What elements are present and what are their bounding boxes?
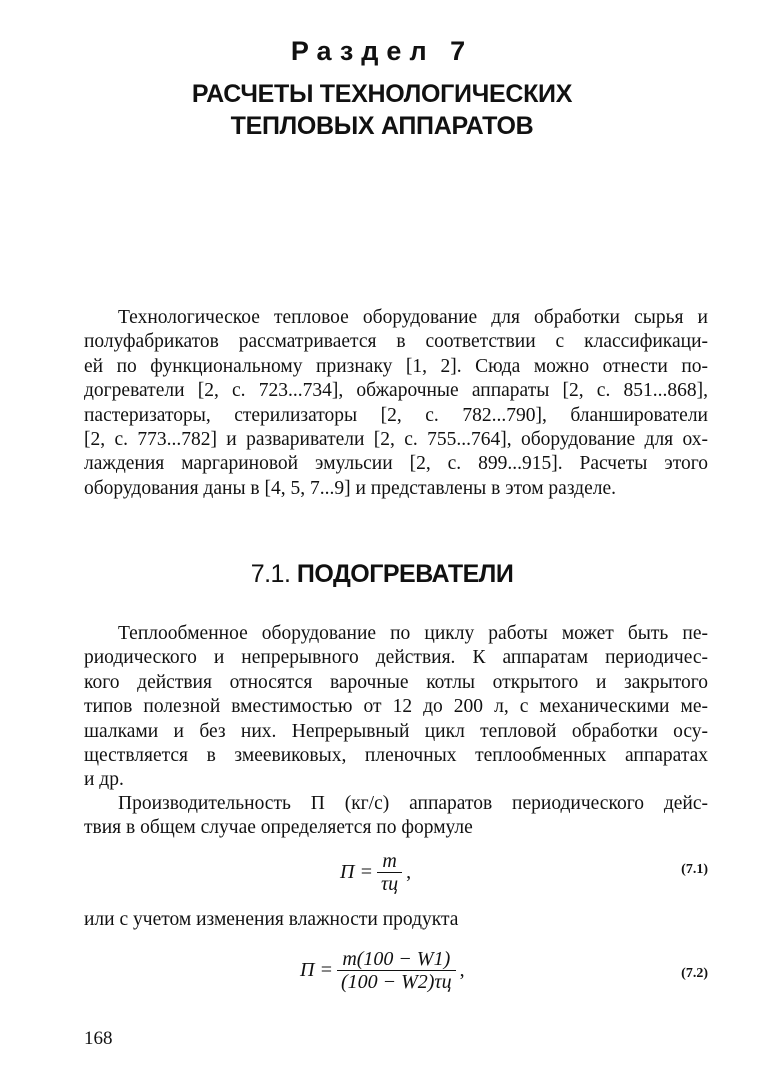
equation-number: (7.2) [681, 966, 708, 981]
section-label: Раздел 7 [290, 36, 474, 66]
text-line: ществляется в змеевиковых, пленочных теплообменных аппаратах [84, 745, 708, 767]
text-line: кого действия относятся варочные котлы открытого и закрытого [84, 671, 708, 693]
paragraph-humidity [84, 908, 708, 932]
formula-lhs: П = [340, 861, 373, 883]
subsection-heading [0, 560, 764, 589]
fraction-denominator: τц [380, 873, 399, 895]
text-line: и др. [84, 769, 124, 791]
text-line: твия в общем случае определяется по формуле [84, 817, 473, 839]
text-line: Теплообменное оборудование по циклу работы может быть пе- [118, 623, 708, 644]
formula-7-1 [340, 850, 411, 895]
formula-comma: , [459, 959, 465, 981]
formula-comma: , [406, 861, 412, 883]
section-title-line-2: ТЕПЛОВЫХ АППАРАТОВ [230, 112, 534, 140]
text-line: Технологическое тепловое оборудование для обработки сырья и [118, 307, 708, 328]
fraction-denominator: (100 − W2)τц [340, 971, 452, 993]
intro-paragraph [84, 306, 708, 501]
paragraph-equipment [84, 622, 708, 793]
section-title [0, 78, 764, 142]
formula-7-2 [300, 948, 465, 993]
section-title-line-1: РАСЧЕТЫ ТЕХНОЛОГИЧЕСКИХ [191, 80, 573, 108]
text-line: ей по функциональному признаку [1, 2]. Сюда можно отнести по- [84, 355, 708, 377]
subsection-number: 7.1. [250, 560, 291, 588]
text-line: или с учетом изменения влажности продукта [84, 909, 459, 930]
text-line: Производительность П (кг/с) аппаратов периодического дейс- [118, 793, 708, 814]
text-line: типов полезной вместимостью от 12 до 200 л, с механическими ме- [84, 696, 708, 718]
text-line: шалками и без них. Непрерывный цикл тепловой обработки осу- [84, 720, 708, 742]
text-line: риодического и непрерывного действия. К аппаратам периодичес- [84, 647, 708, 669]
text-line: пастеризаторы, стерилизаторы [2, с. 782...790], бланширователи [84, 404, 708, 426]
text-line: полуфабрикатов рассматривается в соответствии с классификаци- [84, 331, 708, 353]
formula-fraction [337, 948, 456, 993]
text-line: оборудования даны в [4, 5, 7...9] и представлены в этом разделе. [84, 477, 617, 499]
paragraph-productivity [84, 792, 708, 841]
formula-fraction [377, 850, 402, 895]
text-line: догреватели [2, с. 723...734], обжарочные аппараты [2, с. 851...868], [84, 380, 708, 402]
equation-number: (7.1) [681, 862, 708, 877]
fraction-numerator: m [382, 850, 397, 872]
subsection-title: ПОДОГРЕВАТЕЛИ [296, 560, 514, 588]
formula-lhs: П = [300, 959, 333, 981]
page-number: 168 [84, 1028, 113, 1049]
fraction-numerator: m(100 − W1) [342, 948, 451, 970]
text-line: [2, с. 773...782] и развариватели [2, с. 755...764], оборудование для ох- [84, 429, 708, 451]
text-line: лаждения маргариновой эмульсии [2, с. 899...915]. Расчеты этого [84, 453, 708, 475]
